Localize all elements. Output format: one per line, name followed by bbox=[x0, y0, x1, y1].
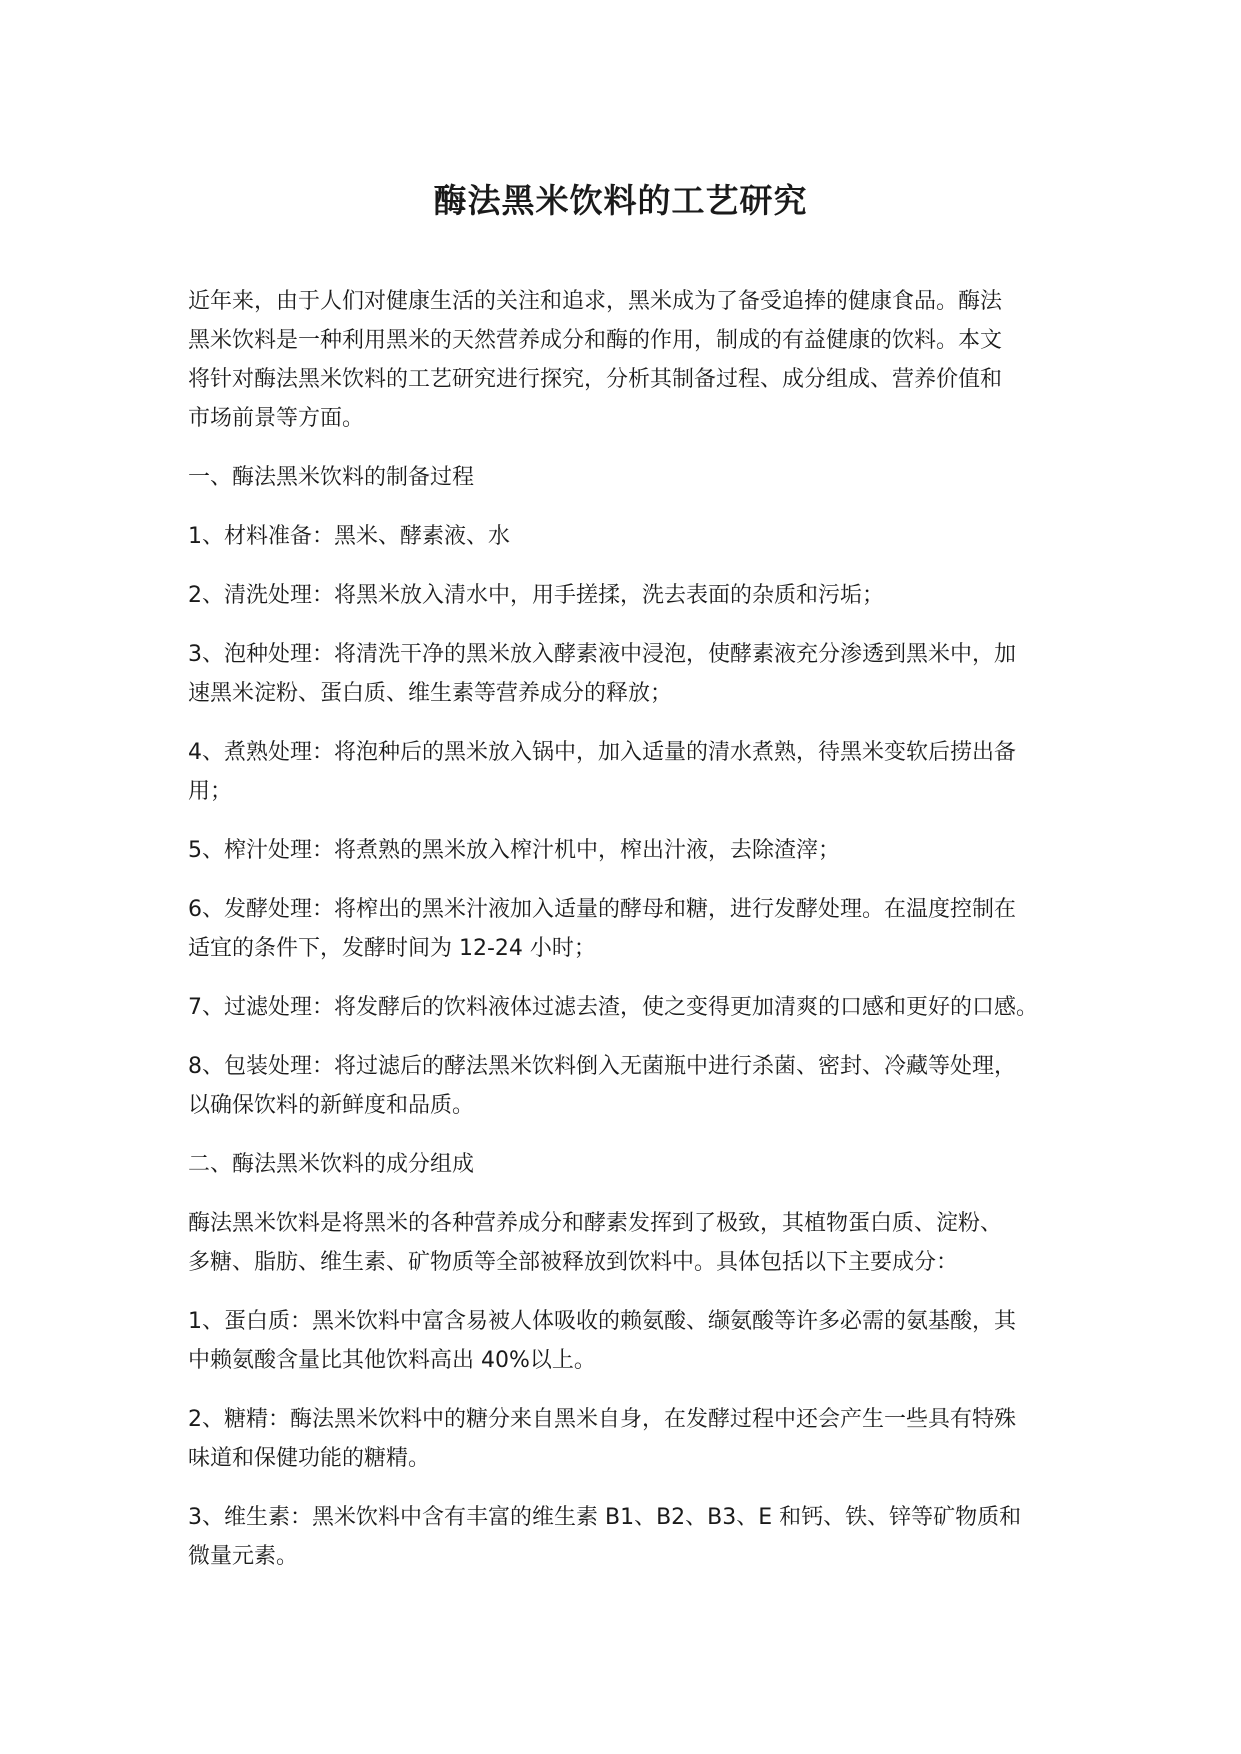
step-6-paragraph bbox=[188, 890, 1068, 968]
text-line: 酶法黑米饮料是将黑米的各种营养成分和酵素发挥到了极致，其植物蛋白质、淀粉、 bbox=[188, 1211, 1003, 1236]
text-line: 7、过滤处理：将发酵后的饮料液体过滤去渣，使之变得更加清爽的口感和更好的口感。 bbox=[188, 995, 1038, 1020]
text-line: 市场前景等方面。 bbox=[188, 406, 365, 431]
text-line: 将针对酶法黑米饮料的工艺研究进行探究，分析其制备过程、成分组成、营养价值和 bbox=[188, 367, 1003, 392]
step-3-paragraph bbox=[188, 635, 1068, 713]
section-heading-preparation bbox=[188, 458, 1068, 497]
text-line: 一、酶法黑米饮料的制备过程 bbox=[188, 465, 475, 490]
text-line: 5、榨汁处理：将煮熟的黑米放入榨汁机中，榨出汁液，去除渣滓； bbox=[188, 838, 840, 863]
text-line: 微量元素。 bbox=[188, 1544, 299, 1569]
text-line: 近年来，由于人们对健康生活的关注和追求，黑米成为了备受追捧的健康食品。酶法 bbox=[188, 289, 1003, 314]
text-line: 2、糖精：酶法黑米饮料中的糖分来自黑米自身，在发酵过程中还会产生一些具有特殊 bbox=[188, 1407, 1016, 1432]
step-8-paragraph bbox=[188, 1047, 1068, 1125]
text-line: 3、泡种处理：将清洗干净的黑米放入酵素液中浸泡，使酵素液充分渗透到黑米中，加 bbox=[188, 642, 1016, 667]
text-line: 速黑米淀粉、蛋白质、维生素等营养成分的释放； bbox=[188, 681, 673, 706]
text-line: 适宜的条件下，发酵时间为 12-24 小时； bbox=[188, 936, 596, 961]
text-line: 4、煮熟处理：将泡种后的黑米放入锅中，加入适量的清水煮熟，待黑米变软后捞出备 bbox=[188, 740, 1016, 765]
text-line: 用； bbox=[188, 779, 233, 804]
text-line: 3、维生素：黑米饮料中含有丰富的维生素 B1、B2、B3、E 和钙、铁、锌等矿物质和 bbox=[188, 1505, 1022, 1530]
step-4-paragraph bbox=[188, 733, 1068, 811]
text-line: 6、发酵处理：将榨出的黑米汁液加入适量的酵母和糖，进行发酵处理。在温度控制在 bbox=[188, 897, 1016, 922]
step-7-paragraph bbox=[188, 988, 1068, 1027]
step-5-paragraph bbox=[188, 831, 1068, 870]
composition-intro-paragraph bbox=[188, 1204, 1068, 1282]
text-line: 1、蛋白质：黑米饮料中富含易被人体吸收的赖氨酸、缬氨酸等许多必需的氨基酸，其 bbox=[188, 1309, 1016, 1334]
text-line: 以确保饮料的新鲜度和品质。 bbox=[188, 1093, 475, 1118]
text-line: 8、包装处理：将过滤后的酵法黑米饮料倒入无菌瓶中进行杀菌、密封、冷藏等处理， bbox=[188, 1054, 1016, 1079]
step-2-paragraph bbox=[188, 576, 1068, 615]
text-line: 中赖氨酸含量比其他饮料高出 40%以上。 bbox=[188, 1348, 596, 1373]
text-line: 味道和保健功能的糖精。 bbox=[188, 1446, 431, 1471]
step-1-paragraph bbox=[188, 517, 1068, 556]
text-line: 多糖、脂肪、维生素、矿物质等全部被释放到饮料中。具体包括以下主要成分： bbox=[188, 1250, 959, 1275]
intro-paragraph bbox=[188, 282, 1068, 438]
document-title: 酶法黑米饮料的工艺研究 bbox=[433, 181, 808, 220]
component-vitamin-paragraph bbox=[188, 1498, 1068, 1576]
document-body bbox=[188, 282, 1068, 1596]
component-sugar-paragraph bbox=[188, 1400, 1068, 1478]
text-line: 1、材料准备：黑米、酵素液、水 bbox=[188, 524, 510, 549]
text-line: 黑米饮料是一种利用黑米的天然营养成分和酶的作用，制成的有益健康的饮料。本文 bbox=[188, 328, 1003, 353]
section-heading-composition bbox=[188, 1145, 1068, 1184]
component-protein-paragraph bbox=[188, 1302, 1068, 1380]
text-line: 2、清洗处理：将黑米放入清水中，用手搓揉，洗去表面的杂质和污垢； bbox=[188, 583, 884, 608]
text-line: 二、酶法黑米饮料的成分组成 bbox=[188, 1152, 475, 1177]
